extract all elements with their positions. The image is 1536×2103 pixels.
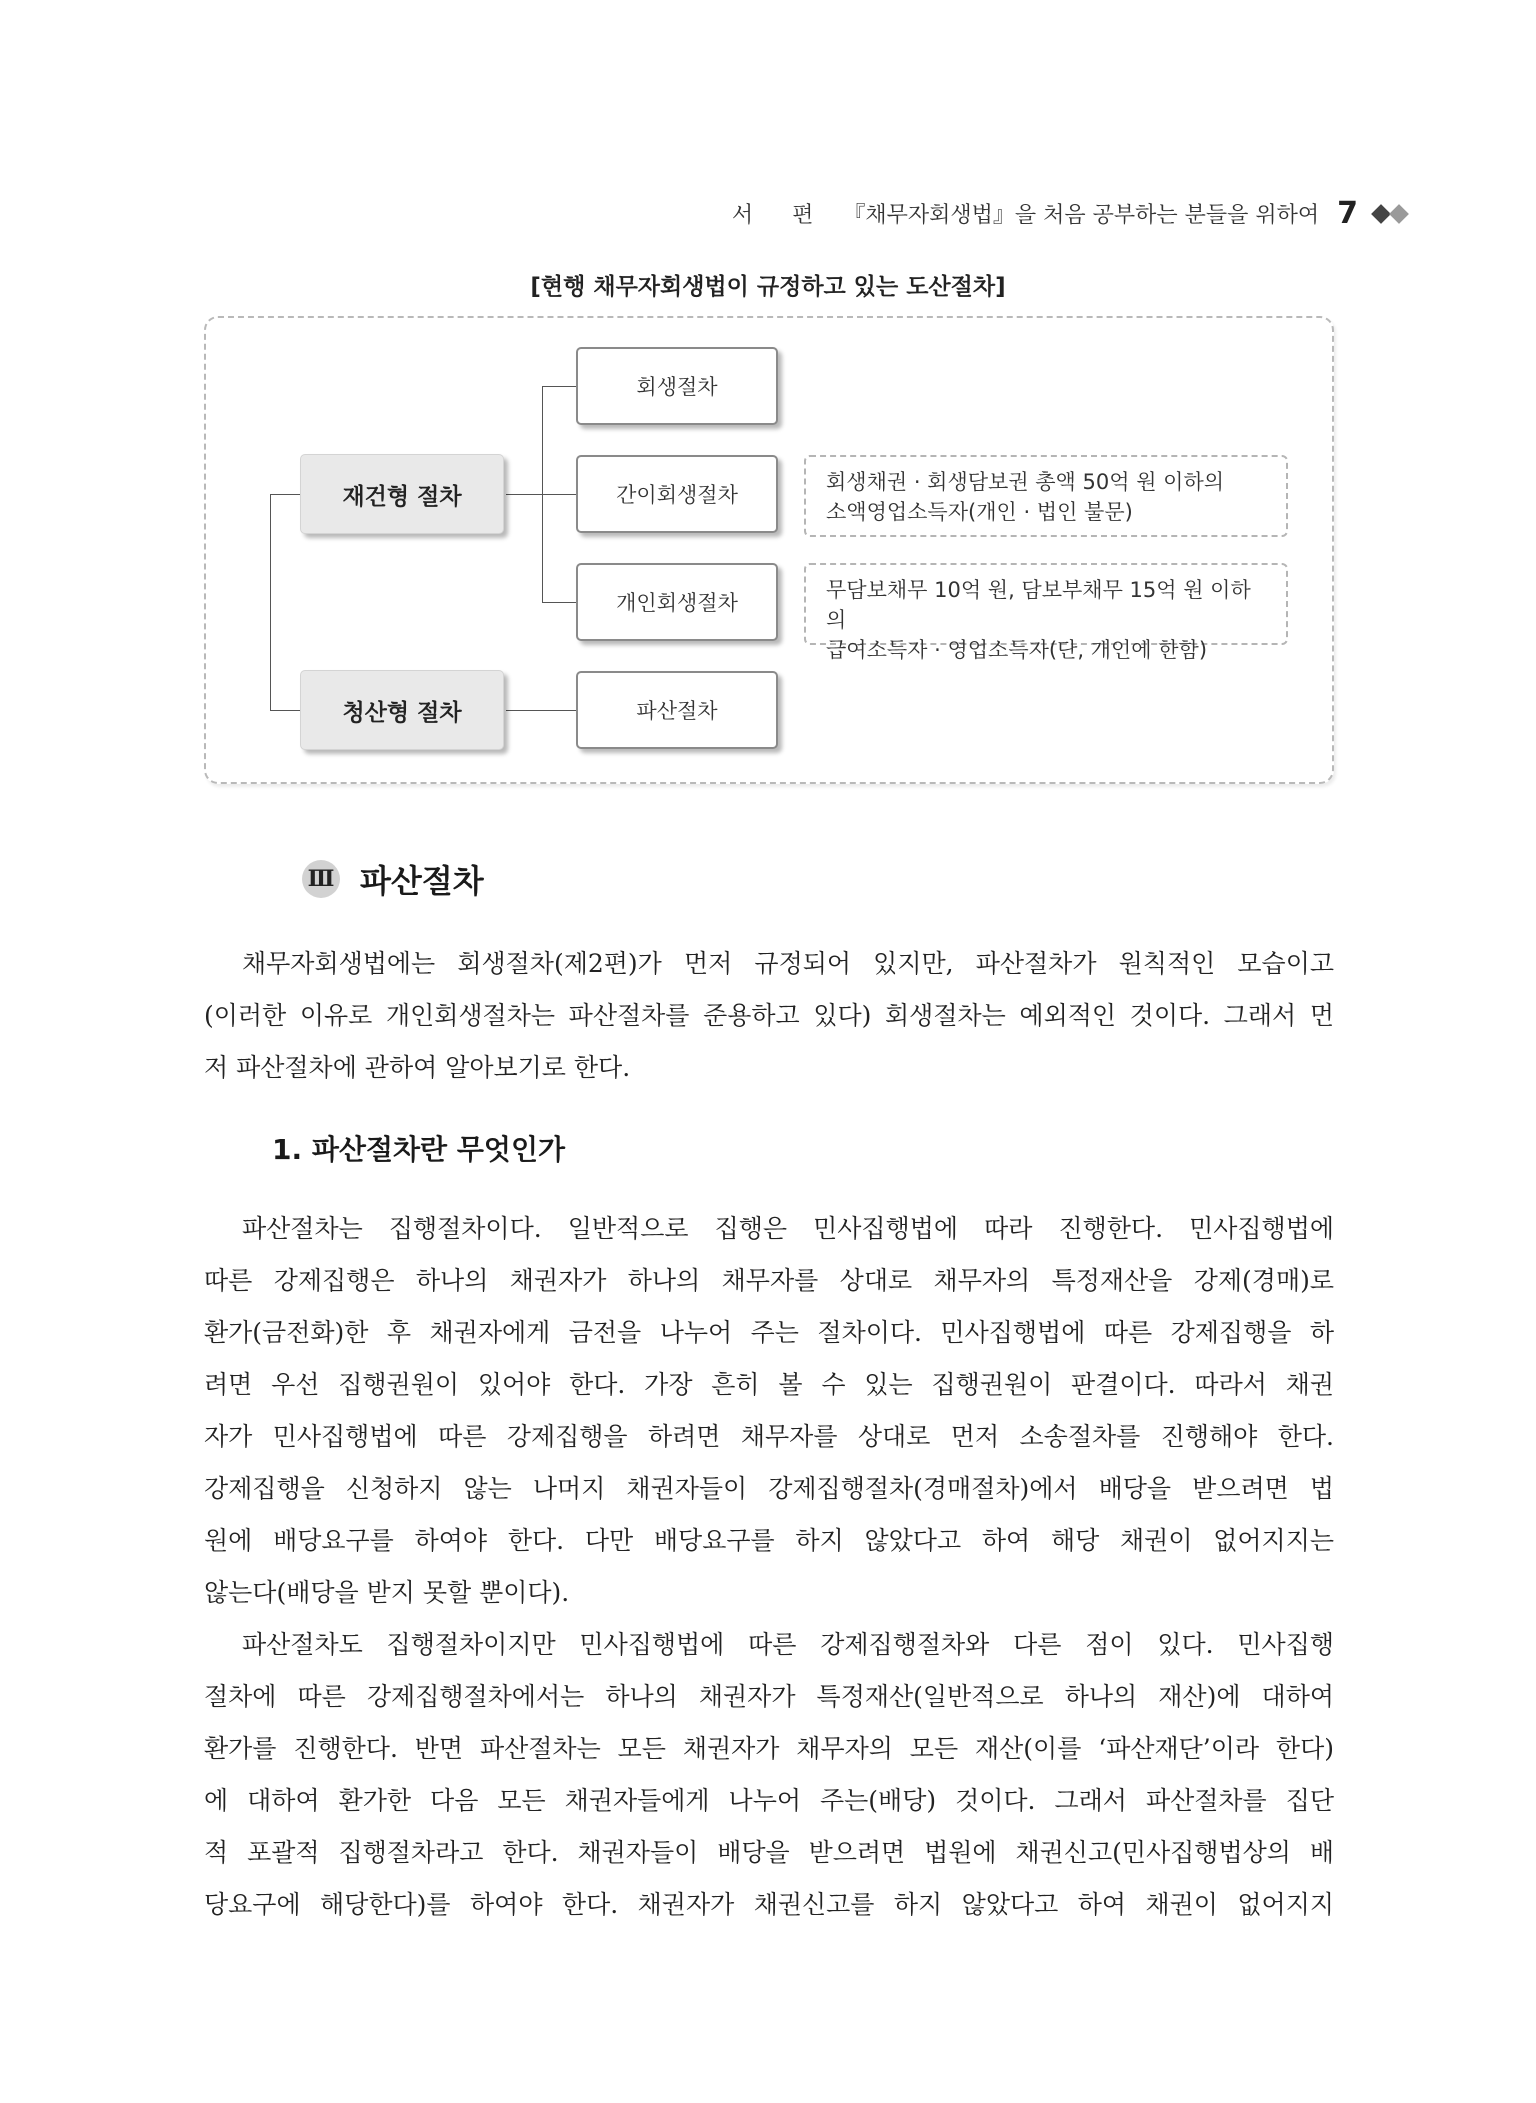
- connector-line: [270, 710, 302, 711]
- note-simplified-rehabilitation: [804, 455, 1288, 537]
- text-line: 려면 우선 집행권원이 있어야 한다. 가장 흔히 볼 수 있는 집행권원이 판결이다. 따라서 채권: [204, 1370, 1334, 1399]
- text-line: 채무자회생법에는 회생절차(제2편)가 먼저 규정되어 있지만, 파산절차가 원칙적인 모습이고: [242, 949, 1334, 978]
- note-line: 소액영업소득자(개인 · 법인 불문): [826, 500, 1133, 524]
- connector-line: [542, 386, 543, 602]
- text-line: 에 대하여 환가한 다음 모든 채권자들에게 나누어 주는(배당) 것이다. 그래서 파산절차를 집단: [204, 1786, 1334, 1815]
- text-line: 파산절차는 집행절차이다. 일반적으로 집행은 민사집행법에 따라 진행한다. 민사집행법에: [242, 1214, 1334, 1243]
- text-line: 환가를 진행한다. 반면 파산절차는 모든 채권자가 채무자의 모든 재산(이를 ‘파산재단’이라 한다): [204, 1734, 1334, 1763]
- node-simplified-rehabilitation: 간이회생절차: [576, 455, 778, 533]
- note-individual-rehabilitation: [804, 563, 1288, 662]
- text-line: 자가 민사집행법에 따른 강제집행을 하려면 채무자를 상대로 먼저 소송절차를 진행해야 한다.: [204, 1422, 1334, 1451]
- text-line: 않는다(배당을 받지 못할 뿐이다).: [204, 1578, 570, 1607]
- note-line: 무담보채무 10억 원, 담보부채무 15억 원 이하의: [826, 578, 1251, 632]
- connector-line: [270, 494, 271, 710]
- text-line: 저 파산절차에 관하여 알아보기로 한다.: [204, 1053, 631, 1082]
- note-line: 회생채권 · 회생담보권 총액 50억 원 이하의: [826, 470, 1225, 494]
- node-rehabilitation: 회생절차: [576, 347, 778, 425]
- text-line: 따른 강제집행은 하나의 채권자가 하나의 채무자를 상대로 채무자의 특정재산을 강제(경매)로: [204, 1266, 1334, 1295]
- note-line: 급여소득자 · 영업소득자(단, 개인에 한함): [826, 638, 1208, 662]
- section-heading: [302, 856, 484, 902]
- section-title: 파산절차: [360, 862, 484, 900]
- node-rehabilitation-type: 재건형 절차: [300, 454, 504, 534]
- text-line: 당요구에 해당한다)를 하여야 한다. 채권자가 채권신고를 하지 않았다고 하여 채권이 없어지지: [204, 1890, 1334, 1919]
- intro-paragraph: [204, 938, 1334, 1094]
- roman-numeral-badge: Ⅲ: [302, 860, 340, 898]
- text-line: 강제집행을 신청하지 않는 나머지 채권자들이 강제집행절차(경매절차)에서 배당을 받으려면 법: [204, 1474, 1334, 1503]
- page-number: 7: [1337, 196, 1358, 231]
- connector-line: [506, 710, 578, 711]
- text-line: 적 포괄적 집행절차라고 한다. 채권자들이 배당을 받으려면 법원에 채권신고(민사집행법상의 배: [204, 1838, 1334, 1867]
- node-liquidation-type: 청산형 절차: [300, 670, 504, 750]
- node-bankruptcy: 파산절차: [576, 671, 778, 749]
- connector-line: [542, 386, 578, 387]
- header-section-label: 서 편: [731, 203, 830, 228]
- text-line: 파산절차도 집행절차이지만 민사집행법에 따른 강제집행절차와 다른 점이 있다. 민사집행: [242, 1630, 1334, 1659]
- text-line: 절차에 따른 강제집행절차에서는 하나의 채권자가 특정재산(일반적으로 하나의 재산)에 대하여: [204, 1682, 1334, 1711]
- text-line: (이러한 이유로 개인회생절차는 파산절차를 준용하고 있다) 회생절차는 예외적인 것이다. 그래서 먼: [204, 1001, 1334, 1030]
- running-header: [732, 196, 1406, 231]
- connector-line: [270, 494, 302, 495]
- header-book-title: 『채무자회생법』을 처음 공부하는 분들을 위하여: [843, 203, 1320, 228]
- diamond-ornament-icon: [1374, 207, 1406, 221]
- figure-caption: [현행 채무자회생법이 규정하고 있는 도산절차]: [530, 274, 1006, 300]
- procedure-diagram: [204, 316, 1334, 784]
- text-line: 환가(금전화)한 후 채권자에게 금전을 나누어 주는 절차이다. 민사집행법에 따른 강제집행을 하: [204, 1318, 1334, 1347]
- body-paragraph-2: [204, 1619, 1334, 1931]
- body-paragraph-1: [204, 1203, 1334, 1619]
- text-line: 원에 배당요구를 하여야 한다. 다만 배당요구를 하지 않았다고 하여 해당 채권이 없어지지는: [204, 1526, 1334, 1555]
- subsection-title: 1. 파산절차란 무엇인가: [272, 1133, 566, 1166]
- node-individual-rehabilitation: 개인회생절차: [576, 563, 778, 641]
- connector-line: [542, 602, 578, 603]
